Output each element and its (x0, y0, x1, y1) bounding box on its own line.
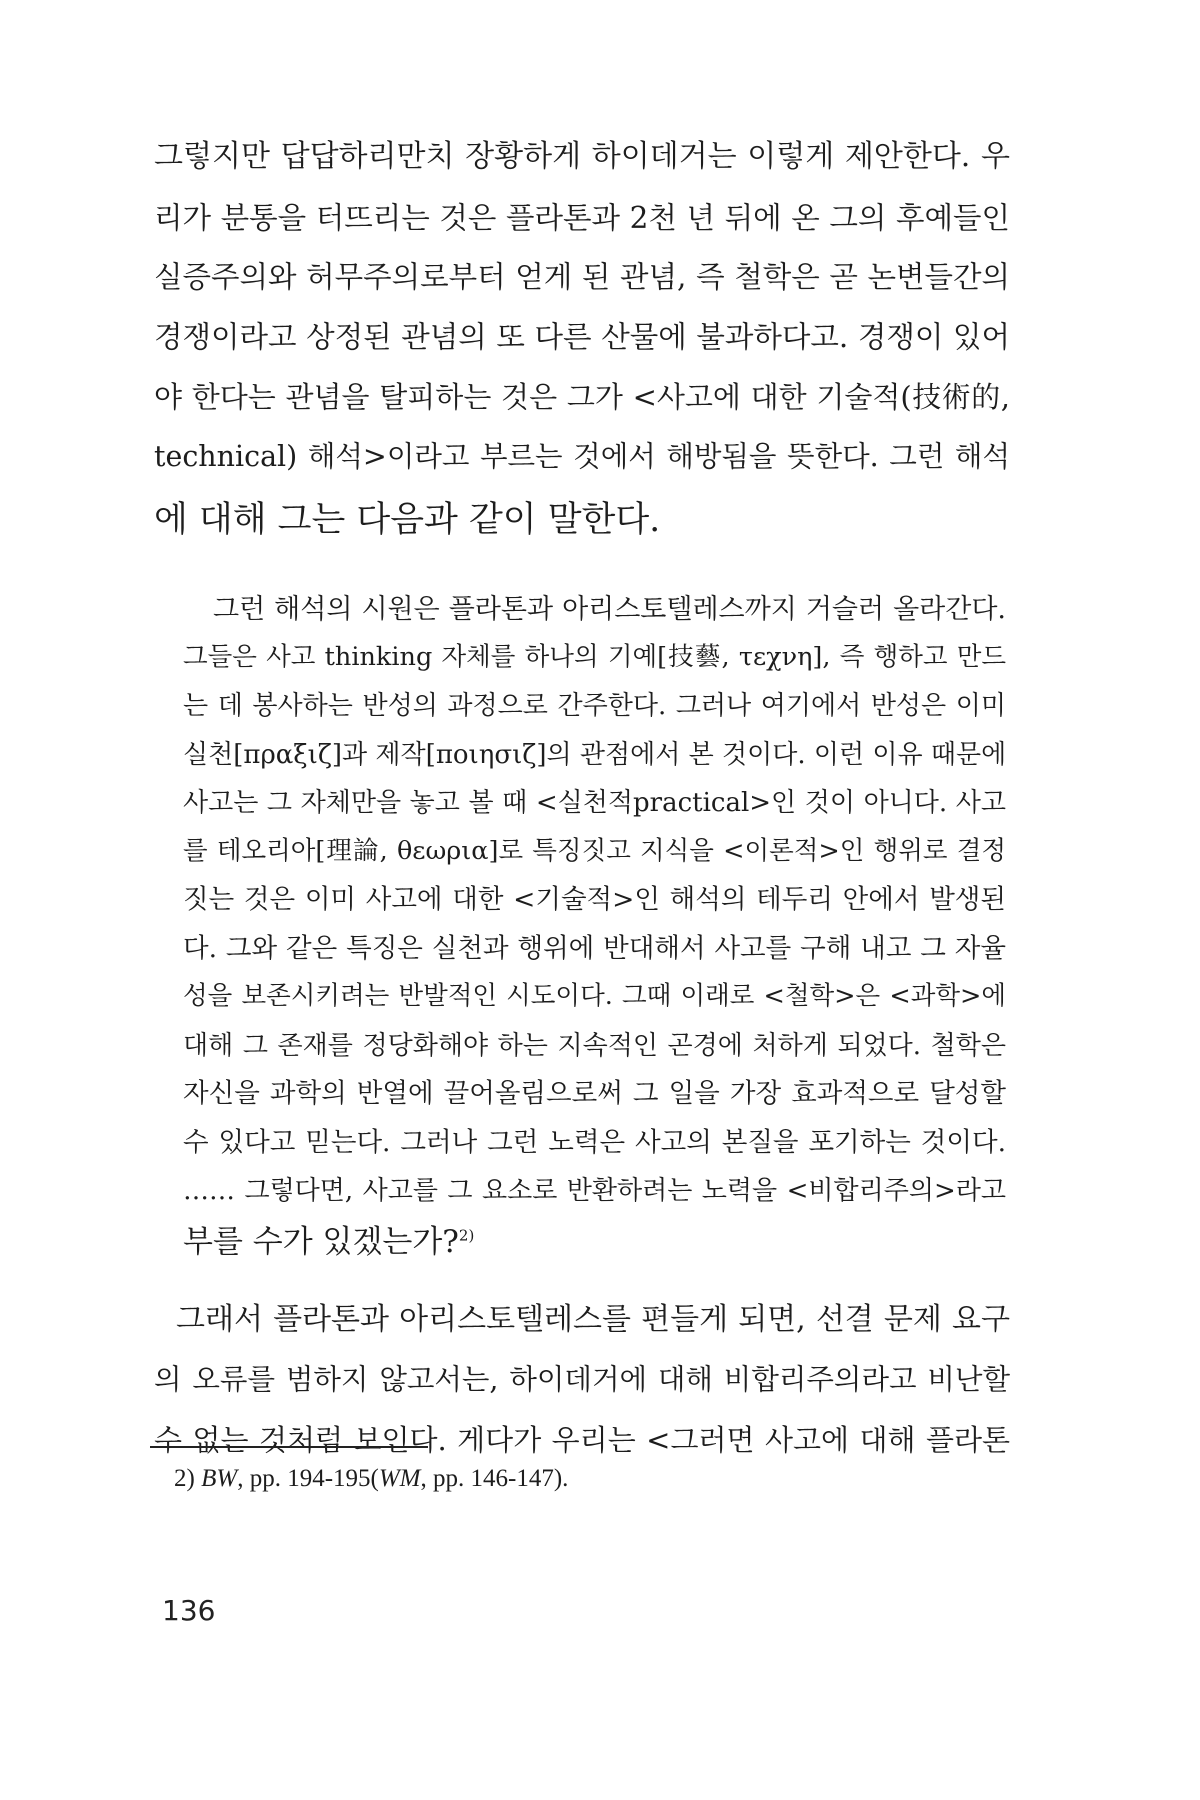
text-line: technical) 해석>이라고 부르는 것에서 해방됨을 뜻한다. 그런 해석 (154, 440, 1010, 473)
text-line: 수 없는 것처럼 보인다. 게다가 우리는 <그러면 사고에 대해 플라톤 (154, 1423, 1010, 1457)
footnote-abbrev-bw: BW (201, 1465, 238, 1492)
quote-line: 실천[πραξιζ]과 제작[ποιησιζ]의 관점에서 본 것이다. 이런 이유 때문에 (183, 740, 1007, 770)
text-line: 의 오류를 범하지 않고서는, 하이데거에 대해 비합리주의라고 비난할 (154, 1363, 1010, 1396)
quote-line: 사고는 그 자체만을 놓고 볼 때 <실천적practical>인 것이 아니다. 사고 (183, 788, 1006, 818)
footnote-pages-1: , pp. 194-195( (237, 1465, 379, 1492)
quote-line: 수 있다고 믿는다. 그러나 그런 노력은 사고의 본질을 포기하는 것이다. (183, 1127, 1006, 1158)
quote-line (183, 1224, 1006, 1260)
text-line: 야 한다는 관념을 탈피하는 것은 그가 <사고에 대한 기술적(技術的, (154, 380, 1010, 414)
quote-line: …… 그렇다면, 사고를 그 요소로 반환하려는 노력을 <비합리주의>라고 (183, 1176, 1006, 1206)
quote-line: 는 데 봉사하는 반성의 과정으로 간주한다. 그러나 여기에서 반성은 이미 (183, 691, 1006, 721)
quote-line: 자신을 과학의 반열에 끌어올림으로써 그 일을 가장 효과적으로 달성할 (183, 1078, 1006, 1109)
text-line: 그렇지만 답답하리만치 장황하게 하이데거는 이렇게 제안한다. 우 (154, 139, 1010, 174)
footnote-abbrev-wm: WM (378, 1465, 421, 1492)
quote-line: 다. 그와 같은 특징은 실천과 행위에 반대해서 사고를 구해 내고 그 자율 (183, 933, 1006, 964)
text-line: 그래서 플라톤과 아리스토텔레스를 편들게 되면, 선결 문제 요구 (176, 1302, 1010, 1337)
footnote-pages-2: , pp. 146-147). (420, 1465, 569, 1492)
quote-line: 짓는 것은 이미 사고에 대한 <기술적>인 해석의 테두리 안에서 발생된 (183, 884, 1006, 915)
quote-line: 그런 해석의 시원은 플라톤과 아리스토텔레스까지 거슬러 올라간다. (213, 594, 1006, 625)
footnote-marker: 2) (458, 1226, 475, 1245)
text-line: 리가 분통을 터뜨리는 것은 플라톤과 2천 년 뒤에 온 그의 후예들인 (154, 201, 1010, 235)
footnote-number: 2) (174, 1465, 195, 1492)
text-line: 에 대해 그는 다음과 같이 말한다. (154, 500, 661, 540)
footnote-divider (150, 1446, 428, 1448)
quote-line: 를 테오리아[理論, θεωρια]로 특징짓고 지식을 <이론적>인 행위로 결정 (183, 836, 1006, 866)
quote-line: 그들은 사고 thinking 자체를 하나의 기예[技藝, τεχνη], 즉 행하고 만드 (183, 642, 1006, 672)
quote-line: 대해 그 존재를 정당화해야 하는 지속적인 곤경에 처하게 되었다. 철학은 (183, 1031, 1006, 1061)
page-number: 136 (162, 1594, 216, 1627)
quote-line: 성을 보존시키려는 반발적인 시도이다. 그때 이래로 <철학>은 <과학>에 (183, 981, 1006, 1011)
footnote (174, 1466, 568, 1491)
text-line: 실증주의와 허무주의로부터 얻게 된 관념, 즉 철학은 곧 논변들간의 (154, 260, 1010, 294)
text-line: 경쟁이라고 상정된 관념의 또 다른 산물에 불과하다고. 경쟁이 있어 (154, 320, 1010, 354)
quote-last-text: 부를 수가 있겠는가? (183, 1224, 459, 1260)
